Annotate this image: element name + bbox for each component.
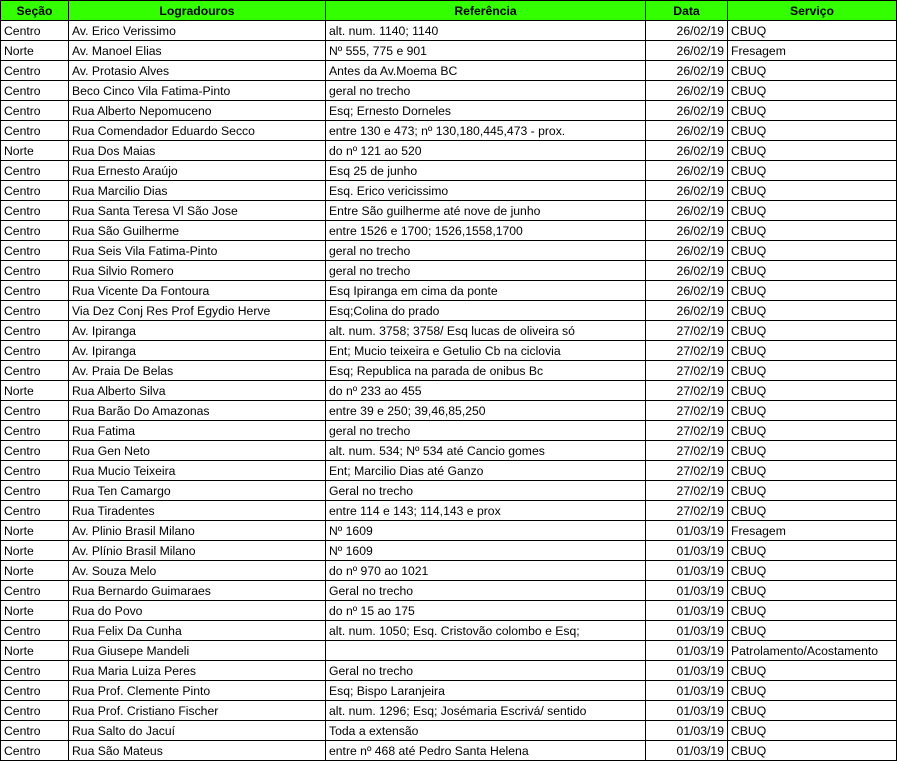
cell-logradouro: Av. Manoel Elias [69,41,326,61]
cell-secao: Norte [1,641,69,661]
table-row [1,741,897,761]
cell-servico: CBUQ [728,161,897,181]
cell-secao: Norte [1,561,69,581]
table-row [1,241,897,261]
table-row [1,401,897,421]
cell-data: 01/03/19 [646,541,728,561]
cell-logradouro: Rua Maria Luiza Peres [69,661,326,681]
cell-logradouro: Av. Souza Melo [69,561,326,581]
cell-secao: Centro [1,61,69,81]
table-row [1,41,897,61]
cell-servico: CBUQ [728,721,897,741]
cell-referencia: alt. num. 1296; Esq; Josémaria Escrivá/ sentido [326,701,646,721]
cell-servico: CBUQ [728,461,897,481]
cell-data: 26/02/19 [646,161,728,181]
cell-data: 27/02/19 [646,421,728,441]
cell-referencia: Entre São guilherme até nove de junho [326,201,646,221]
cell-secao: Centro [1,701,69,721]
table-row [1,461,897,481]
cell-data: 26/02/19 [646,221,728,241]
cell-secao: Centro [1,401,69,421]
cell-secao: Centro [1,301,69,321]
cell-referencia: Antes da Av.Moema BC [326,61,646,81]
cell-logradouro: Rua Silvio Romero [69,261,326,281]
cell-referencia: Esq; Bispo Laranjeira [326,681,646,701]
cell-data: 01/03/19 [646,661,728,681]
cell-secao: Centro [1,221,69,241]
table-row [1,541,897,561]
cell-data: 01/03/19 [646,641,728,661]
table-row [1,621,897,641]
cell-data: 26/02/19 [646,261,728,281]
cell-data: 26/02/19 [646,121,728,141]
table-row [1,301,897,321]
cell-data: 27/02/19 [646,481,728,501]
cell-logradouro: Rua Mucio Teixeira [69,461,326,481]
cell-data: 27/02/19 [646,401,728,421]
cell-secao: Norte [1,41,69,61]
cell-secao: Centro [1,321,69,341]
cell-logradouro: Rua Seis Vila Fatima-Pinto [69,241,326,261]
cell-servico: CBUQ [728,221,897,241]
cell-secao: Centro [1,281,69,301]
cell-logradouro: Rua São Mateus [69,741,326,761]
cell-referencia: alt. num. 1050; Esq. Cristovão colombo e Esq; [326,621,646,641]
cell-referencia: entre 114 e 143; 114,143 e prox [326,501,646,521]
cell-data: 26/02/19 [646,21,728,41]
cell-referencia: Esq. Erico vericissimo [326,181,646,201]
cell-logradouro: Av. Protasio Alves [69,61,326,81]
cell-logradouro: Rua Santa Teresa Vl São Jose [69,201,326,221]
cell-servico: CBUQ [728,421,897,441]
cell-referencia: geral no trecho [326,81,646,101]
cell-logradouro: Rua São Guilherme [69,221,326,241]
cell-secao: Centro [1,81,69,101]
cell-secao: Centro [1,161,69,181]
cell-referencia: alt. num. 3758; 3758/ Esq lucas de oliveira só [326,321,646,341]
cell-servico: CBUQ [728,141,897,161]
cell-servico: CBUQ [728,381,897,401]
table-row [1,601,897,621]
cell-referencia [326,641,646,661]
cell-logradouro: Rua Ernesto Araújo [69,161,326,181]
cell-logradouro: Rua Salto do Jacuí [69,721,326,741]
table-row [1,381,897,401]
cell-servico: CBUQ [728,301,897,321]
cell-data: 01/03/19 [646,701,728,721]
table-row [1,201,897,221]
cell-logradouro: Rua Alberto Nepomuceno [69,101,326,121]
cell-data: 26/02/19 [646,141,728,161]
cell-data: 01/03/19 [646,721,728,741]
cell-servico: CBUQ [728,81,897,101]
cell-secao: Centro [1,461,69,481]
cell-logradouro: Av. Plínio Brasil Milano [69,541,326,561]
cell-servico: CBUQ [728,661,897,681]
cell-data: 27/02/19 [646,321,728,341]
cell-referencia: Ent; Marcilio Dias até Ganzo [326,461,646,481]
cell-data: 01/03/19 [646,621,728,641]
table-row [1,641,897,661]
cell-servico: CBUQ [728,61,897,81]
cell-data: 27/02/19 [646,461,728,481]
table-row [1,161,897,181]
cell-data: 26/02/19 [646,301,728,321]
cell-referencia: Toda a extensão [326,721,646,741]
cell-referencia: Ent; Mucio teixeira e Getulio Cb na ciclovia [326,341,646,361]
cell-data: 26/02/19 [646,41,728,61]
cell-referencia: do nº 121 ao 520 [326,141,646,161]
cell-servico: CBUQ [728,441,897,461]
cell-secao: Norte [1,601,69,621]
cell-servico: CBUQ [728,481,897,501]
cell-referencia: Geral no trecho [326,481,646,501]
cell-data: 26/02/19 [646,61,728,81]
table-row [1,61,897,81]
cell-servico: CBUQ [728,21,897,41]
cell-referencia: do nº 233 ao 455 [326,381,646,401]
cell-secao: Centro [1,681,69,701]
cell-referencia: Esq 25 de junho [326,161,646,181]
cell-data: 01/03/19 [646,681,728,701]
cell-servico: CBUQ [728,261,897,281]
cell-secao: Centro [1,361,69,381]
header-row [1,1,897,21]
table-row [1,501,897,521]
cell-servico: CBUQ [728,201,897,221]
cell-secao: Norte [1,541,69,561]
cell-secao: Centro [1,181,69,201]
cell-logradouro: Via Dez Conj Res Prof Egydio Herve [69,301,326,321]
cell-servico: CBUQ [728,741,897,761]
cell-data: 27/02/19 [646,341,728,361]
cell-referencia: entre 39 e 250; 39,46,85,250 [326,401,646,421]
table-row [1,181,897,201]
cell-referencia: entre nº 468 até Pedro Santa Helena [326,741,646,761]
table-row [1,701,897,721]
table-row [1,361,897,381]
cell-servico: CBUQ [728,401,897,421]
cell-referencia: Esq; Republica na parada de onibus Bc [326,361,646,381]
cell-secao: Centro [1,721,69,741]
cell-logradouro: Rua Bernardo Guimaraes [69,581,326,601]
table-row [1,481,897,501]
cell-secao: Centro [1,621,69,641]
cell-referencia: Geral no trecho [326,581,646,601]
table-row [1,281,897,301]
cell-servico: CBUQ [728,701,897,721]
cell-referencia: do nº 15 ao 175 [326,601,646,621]
table-row [1,561,897,581]
cell-logradouro: Beco Cinco Vila Fatima-Pinto [69,81,326,101]
cell-referencia: entre 130 e 473; nº 130,180,445,473 - prox. [326,121,646,141]
cell-referencia: alt. num. 534; Nº 534 até Cancio gomes [326,441,646,461]
cell-secao: Centro [1,241,69,261]
cell-logradouro: Rua Alberto Silva [69,381,326,401]
cell-data: 01/03/19 [646,521,728,541]
cell-data: 27/02/19 [646,441,728,461]
header-logradouros: Logradouros [69,1,326,21]
cell-referencia: Nº 1609 [326,541,646,561]
cell-secao: Centro [1,421,69,441]
cell-servico: CBUQ [728,621,897,641]
cell-secao: Centro [1,201,69,221]
table-body [1,21,897,761]
header-secao: Seção [1,1,69,21]
cell-logradouro: Rua Prof. Clemente Pinto [69,681,326,701]
cell-secao: Centro [1,441,69,461]
cell-data: 26/02/19 [646,201,728,221]
cell-referencia: Nº 1609 [326,521,646,541]
cell-servico: CBUQ [728,601,897,621]
cell-secao: Centro [1,581,69,601]
cell-data: 26/02/19 [646,181,728,201]
table-row [1,341,897,361]
cell-data: 01/03/19 [646,741,728,761]
cell-servico: Fresagem [728,521,897,541]
cell-logradouro: Av. Erico Verissimo [69,21,326,41]
cell-servico: CBUQ [728,561,897,581]
cell-servico: Patrolamento/Acostamento [728,641,897,661]
cell-servico: CBUQ [728,241,897,261]
cell-logradouro: Rua Vicente Da Fontoura [69,281,326,301]
cell-logradouro: Rua Tiradentes [69,501,326,521]
cell-data: 26/02/19 [646,81,728,101]
cell-secao: Centro [1,661,69,681]
table-row [1,121,897,141]
cell-servico: Fresagem [728,41,897,61]
header-referencia: Referência [326,1,646,21]
table-row [1,681,897,701]
table-row [1,21,897,41]
cell-referencia: Esq Ipiranga em cima da ponte [326,281,646,301]
table-row [1,441,897,461]
cell-referencia: Esq; Ernesto Dorneles [326,101,646,121]
table-row [1,521,897,541]
cell-logradouro: Av. Plinio Brasil Milano [69,521,326,541]
cell-logradouro: Rua Prof. Cristiano Fischer [69,701,326,721]
header-servico: Serviço [728,1,897,21]
cell-referencia: geral no trecho [326,421,646,441]
cell-logradouro: Rua do Povo [69,601,326,621]
cell-secao: Centro [1,101,69,121]
cell-data: 26/02/19 [646,101,728,121]
cell-logradouro: Rua Fatima [69,421,326,441]
table-row [1,721,897,741]
cell-logradouro: Rua Comendador Eduardo Secco [69,121,326,141]
cell-data: 01/03/19 [646,581,728,601]
cell-servico: CBUQ [728,581,897,601]
cell-data: 27/02/19 [646,361,728,381]
table-row [1,661,897,681]
cell-secao: Centro [1,121,69,141]
table-row [1,141,897,161]
cell-secao: Centro [1,741,69,761]
cell-logradouro: Rua Felix Da Cunha [69,621,326,641]
cell-data: 27/02/19 [646,501,728,521]
table-row [1,581,897,601]
cell-data: 26/02/19 [646,281,728,301]
cell-secao: Centro [1,341,69,361]
cell-referencia: Geral no trecho [326,661,646,681]
cell-secao: Centro [1,501,69,521]
cell-logradouro: Rua Marcilio Dias [69,181,326,201]
cell-logradouro: Rua Barão Do Amazonas [69,401,326,421]
cell-servico: CBUQ [728,181,897,201]
cell-servico: CBUQ [728,541,897,561]
cell-servico: CBUQ [728,341,897,361]
cell-data: 01/03/19 [646,601,728,621]
table-row [1,261,897,281]
cell-referencia: Esq;Colina do prado [326,301,646,321]
table-row [1,101,897,121]
cell-data: 27/02/19 [646,381,728,401]
cell-logradouro: Rua Gen Neto [69,441,326,461]
cell-secao: Norte [1,381,69,401]
cell-logradouro: Av. Ipiranga [69,321,326,341]
cell-servico: CBUQ [728,121,897,141]
cell-referencia: geral no trecho [326,261,646,281]
cell-secao: Centro [1,261,69,281]
cell-servico: CBUQ [728,321,897,341]
cell-servico: CBUQ [728,101,897,121]
cell-referencia: alt. num. 1140; 1140 [326,21,646,41]
cell-secao: Centro [1,21,69,41]
table-row [1,321,897,341]
table-row [1,421,897,441]
cell-logradouro: Rua Ten Camargo [69,481,326,501]
cell-data: 01/03/19 [646,561,728,581]
cell-referencia: Nº 555, 775 e 901 [326,41,646,61]
cell-logradouro: Rua Dos Maias [69,141,326,161]
cell-servico: CBUQ [728,501,897,521]
cell-secao: Centro [1,481,69,501]
cell-data: 26/02/19 [646,241,728,261]
cell-secao: Norte [1,521,69,541]
cell-servico: CBUQ [728,681,897,701]
cell-servico: CBUQ [728,281,897,301]
header-data: Data [646,1,728,21]
table-row [1,81,897,101]
cell-logradouro: Av. Ipiranga [69,341,326,361]
cell-logradouro: Rua Giusepe Mandeli [69,641,326,661]
cell-referencia: geral no trecho [326,241,646,261]
cell-referencia: do nº 970 ao 1021 [326,561,646,581]
table-row [1,221,897,241]
cell-logradouro: Av. Praia De Belas [69,361,326,381]
cell-servico: CBUQ [728,361,897,381]
cell-secao: Norte [1,141,69,161]
cell-referencia: entre 1526 e 1700; 1526,1558,1700 [326,221,646,241]
